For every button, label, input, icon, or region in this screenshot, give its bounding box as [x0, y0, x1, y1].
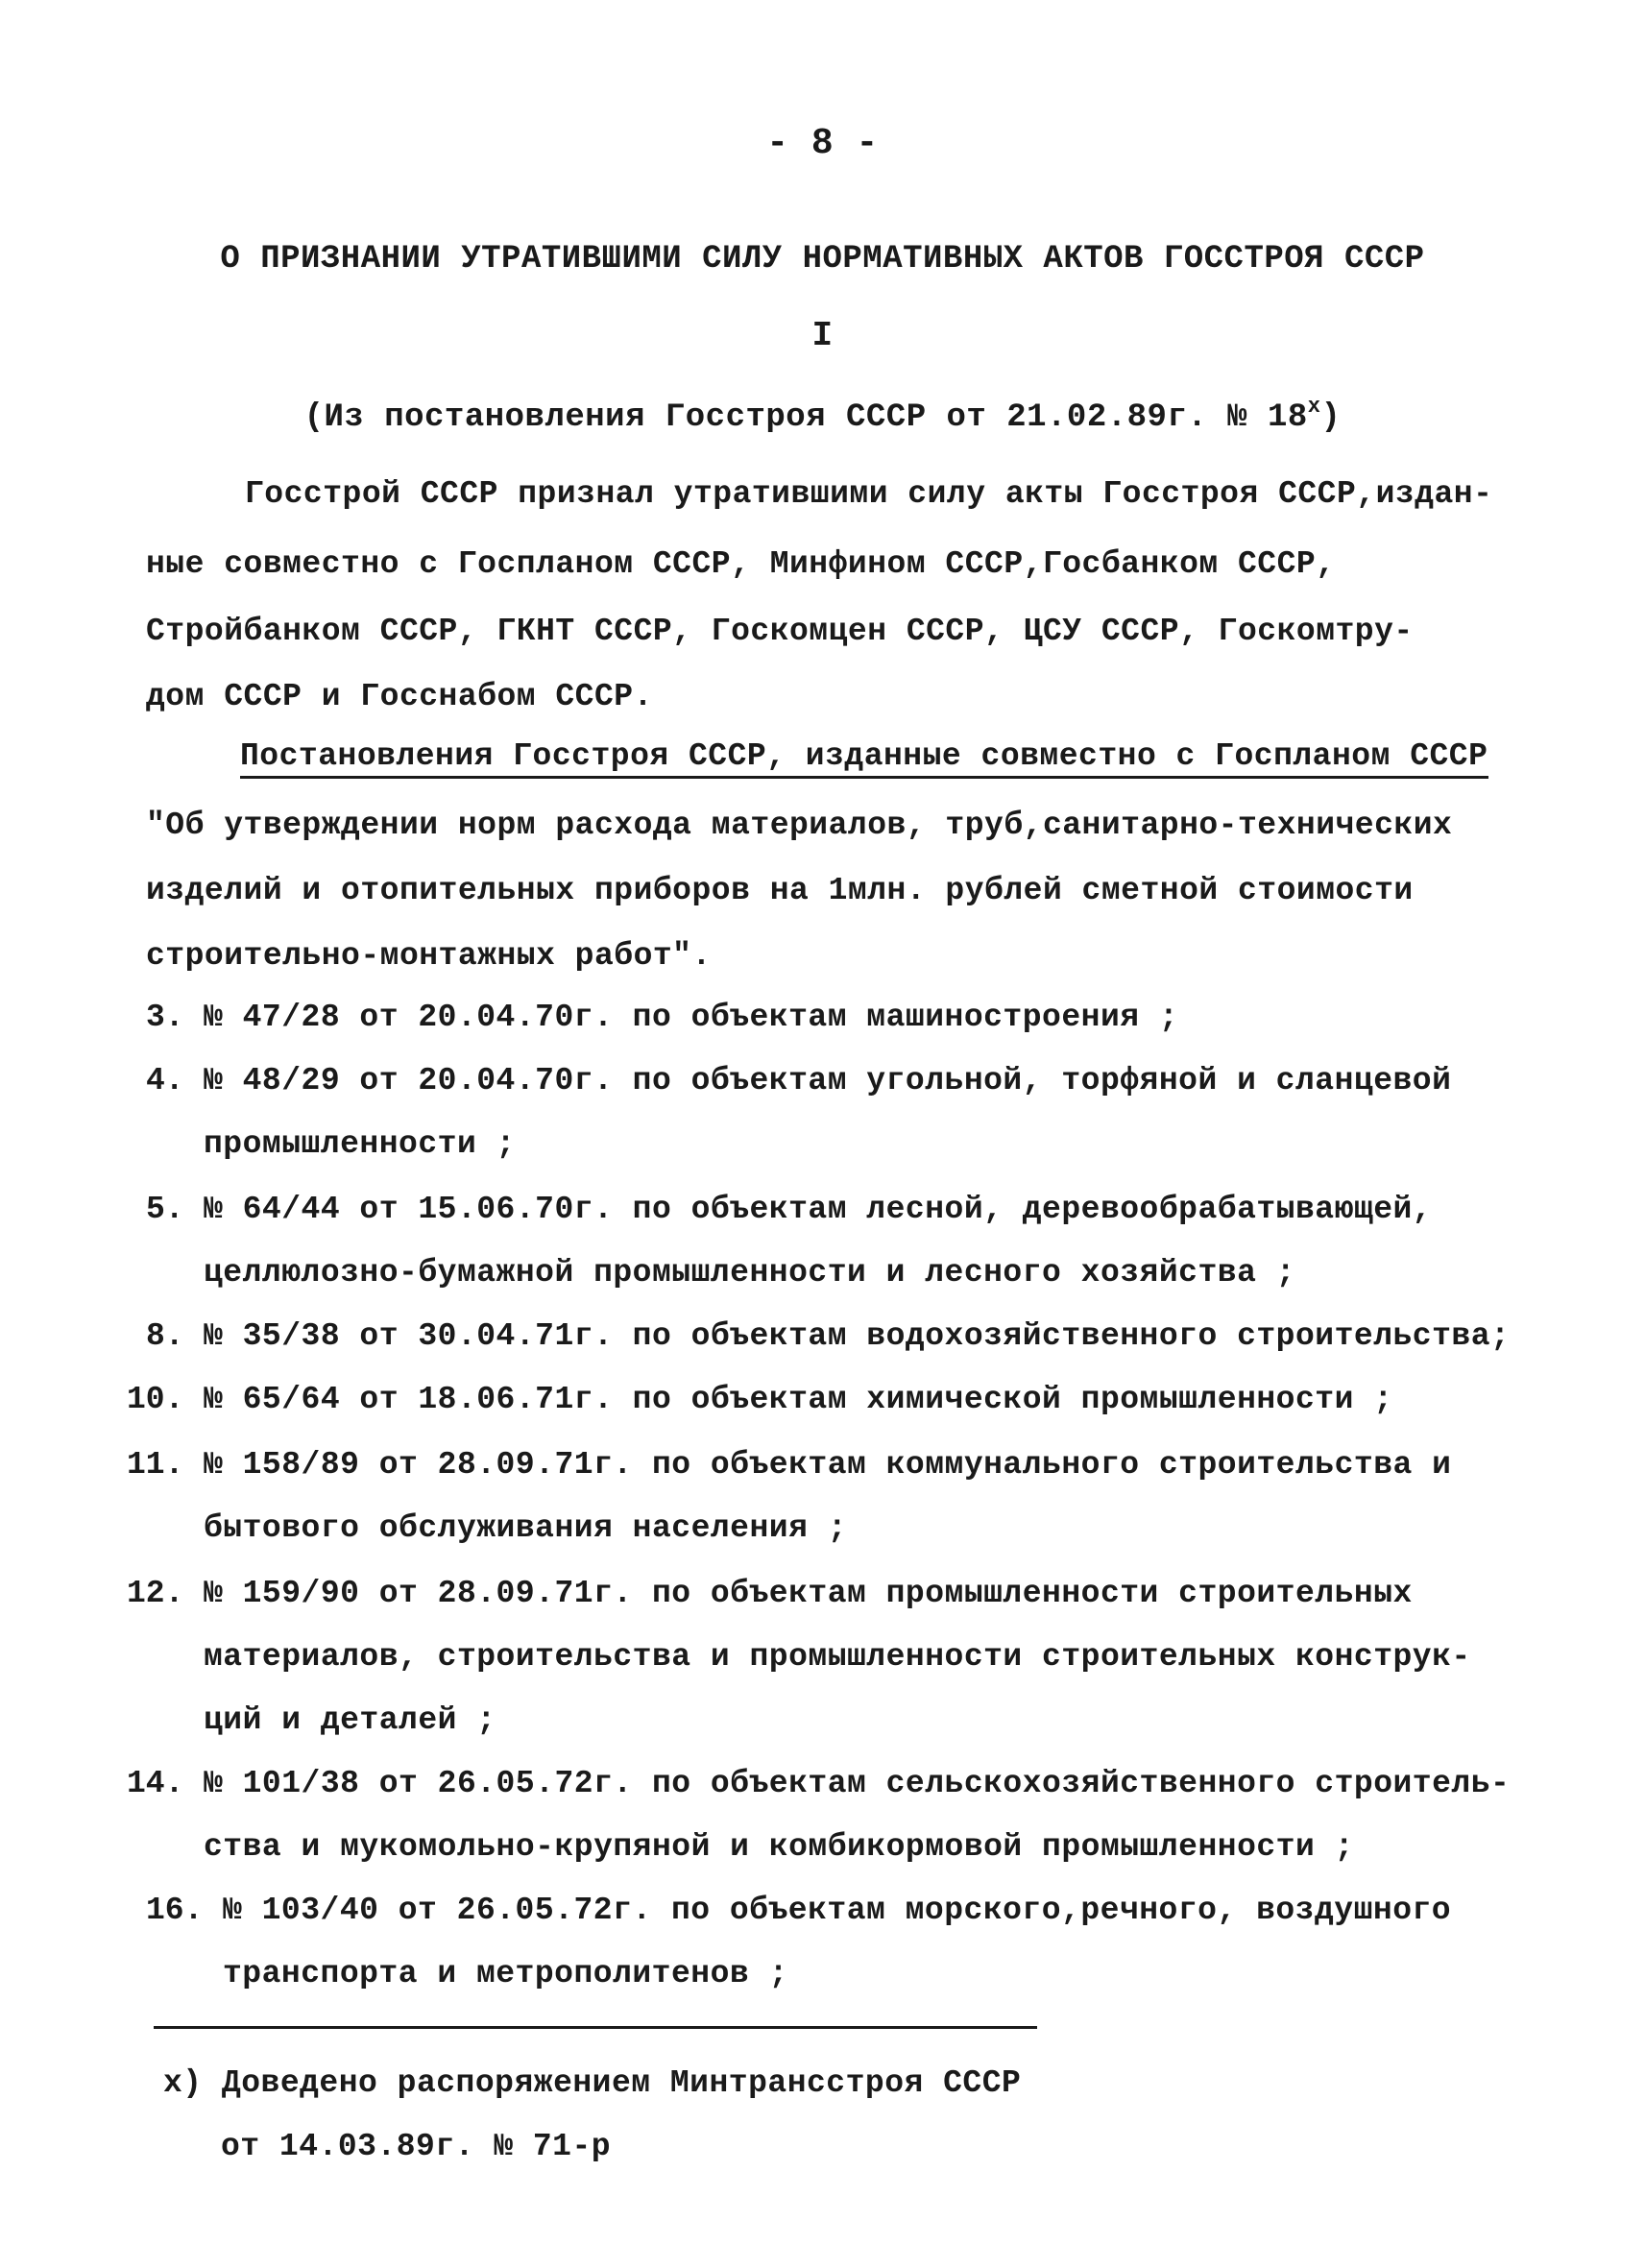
item-number: 16. — [146, 1893, 204, 1928]
footnote-rule — [154, 2026, 1037, 2029]
item-number: 3. — [146, 1000, 184, 1035]
item-number: 4. — [146, 1063, 184, 1098]
intro-line: Стройбанком СССР, ГКНТ СССР, Госкомцен СССР, ЦСУ СССР, Госкомтру- — [146, 614, 1414, 649]
item-line: № 48/29 от 20.04.70г. по объектам угольной, торфяной и сланцевой — [204, 1063, 1452, 1098]
footnote-line: от 14.03.89г. № 71-р — [221, 2129, 612, 2164]
footnote-mark: х — [1307, 395, 1321, 419]
item-line: № 35/38 от 30.04.71г. по объектам водохозяйственного строительства; — [204, 1318, 1511, 1354]
intro-line: ные совместно с Госпланом СССР, Минфином СССР,Госбанком СССР, — [146, 546, 1336, 582]
item-line: ства и мукомольно-крупяной и комбикормовой промышленности ; — [204, 1829, 1354, 1865]
subject-line: изделий и отопительных приборов на 1млн. рублей сметной стоимости — [146, 873, 1414, 908]
subject-line: строительно-монтажных работ". — [146, 938, 712, 974]
footnote-line: х) Доведено распоряжением Минтрансстроя СССР — [163, 2065, 1022, 2101]
page-number: - 8 - — [766, 123, 879, 164]
item-number: 11. — [127, 1447, 184, 1483]
document-title: О ПРИЗНАНИИ УТРАТИВШИМИ СИЛУ НОРМАТИВНЫХ АКТОВ ГОССТРОЯ СССР — [220, 241, 1425, 277]
item-number: 14. — [127, 1766, 184, 1801]
item-line: № 65/64 от 18.06.71г. по объектам химической промышленности ; — [204, 1382, 1393, 1417]
item-line: № 158/89 от 28.09.71г. по объектам коммунального строительства и — [204, 1447, 1452, 1483]
subheading: Постановления Госстроя СССР, изданные совместно с Госпланом СССР — [240, 738, 1488, 774]
item-line: бытового обслуживания населения ; — [204, 1510, 848, 1546]
item-line: промышленности ; — [204, 1126, 516, 1162]
item-line: № 64/44 от 15.06.70г. по объектам лесной, деревообрабатывающей, — [204, 1192, 1433, 1227]
item-number: 5. — [146, 1192, 184, 1227]
item-line: № 101/38 от 26.05.72г. по объектам сельскохозяйственного строитель- — [204, 1766, 1511, 1801]
item-line: № 103/40 от 26.05.72г. по объектам морского,речного, воздушного — [223, 1893, 1452, 1928]
source-reference-close: ) — [1320, 399, 1342, 436]
item-line: № 47/28 от 20.04.70г. по объектам машиностроения ; — [204, 1000, 1179, 1035]
item-line: материалов, строительства и промышленности строительных конструк- — [204, 1639, 1471, 1675]
source-reference — [0, 395, 1645, 437]
item-line: № 159/90 от 28.09.71г. по объектам промышленности строительных — [204, 1576, 1413, 1611]
item-line: целлюлозно-бумажной промышленности и лесного хозяйства ; — [204, 1255, 1295, 1291]
intro-line: Госстрой СССР признал утратившими силу акты Госстроя СССР,издан- — [245, 476, 1493, 512]
item-line: ций и деталей ; — [204, 1702, 496, 1738]
item-number: 12. — [127, 1576, 184, 1611]
section-number: I — [811, 316, 834, 355]
source-reference-text: (Из постановления Госстроя СССР от 21.02.89г. № 18 — [303, 399, 1308, 436]
intro-line: дом СССР и Госснабом СССР. — [146, 679, 653, 714]
subheading-underline — [240, 776, 1488, 779]
subject-line: "Об утверждении норм расхода материалов, труб,санитарно-технических — [146, 808, 1453, 843]
item-line: транспорта и метрополитенов ; — [223, 1956, 788, 1991]
item-number: 8. — [146, 1318, 184, 1354]
item-number: 10. — [127, 1382, 184, 1417]
